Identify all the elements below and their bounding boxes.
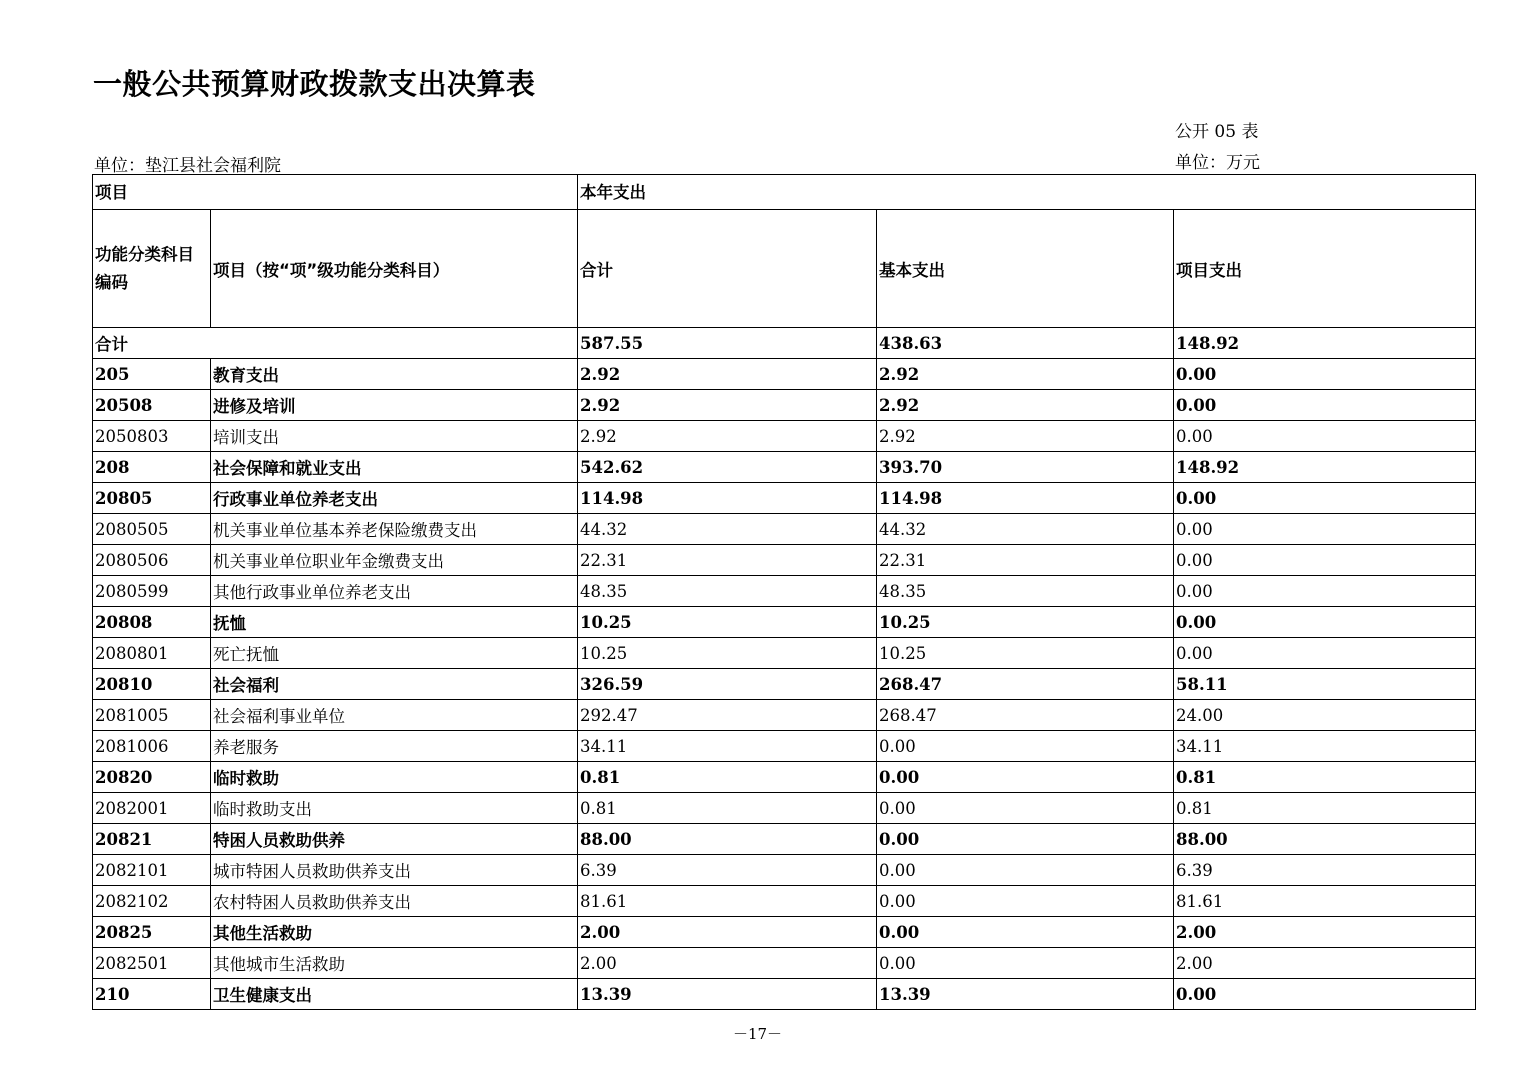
expenditure-table bbox=[92, 174, 1476, 1010]
row-total: 13.39 bbox=[578, 979, 877, 1010]
row-total: 0.81 bbox=[578, 762, 877, 793]
table-row bbox=[93, 514, 1476, 545]
table-row bbox=[93, 390, 1476, 421]
row-basic: 268.47 bbox=[877, 669, 1174, 700]
row-basic: 2.92 bbox=[877, 390, 1174, 421]
row-basic: 0.00 bbox=[877, 762, 1174, 793]
row-project: 0.81 bbox=[1174, 793, 1476, 824]
row-name: 农村特困人员救助供养支出 bbox=[211, 886, 578, 917]
row-name: 培训支出 bbox=[211, 421, 578, 452]
total-row bbox=[93, 328, 1476, 359]
row-total: 2.00 bbox=[578, 948, 877, 979]
header-basic: 基本支出 bbox=[877, 210, 1174, 328]
row-project: 34.11 bbox=[1174, 731, 1476, 762]
header-project-expenditure: 项目支出 bbox=[1174, 210, 1476, 328]
row-total: 2.00 bbox=[578, 917, 877, 948]
row-project: 88.00 bbox=[1174, 824, 1476, 855]
row-basic: 2.92 bbox=[877, 359, 1174, 390]
table-row bbox=[93, 886, 1476, 917]
row-basic: 10.25 bbox=[877, 638, 1174, 669]
row-total: 48.35 bbox=[578, 576, 877, 607]
row-code: 20805 bbox=[93, 483, 211, 514]
row-code: 208 bbox=[93, 452, 211, 483]
row-project: 148.92 bbox=[1174, 452, 1476, 483]
row-basic: 10.25 bbox=[877, 607, 1174, 638]
row-code: 2080506 bbox=[93, 545, 211, 576]
row-project: 0.81 bbox=[1174, 762, 1476, 793]
header-row-1 bbox=[93, 175, 1476, 210]
row-basic: 44.32 bbox=[877, 514, 1174, 545]
row-total: 10.25 bbox=[578, 638, 877, 669]
row-code: 2080801 bbox=[93, 638, 211, 669]
row-name: 社会福利事业单位 bbox=[211, 700, 578, 731]
table-row bbox=[93, 917, 1476, 948]
row-basic: 0.00 bbox=[877, 855, 1174, 886]
row-basic: 0.00 bbox=[877, 793, 1174, 824]
row-code: 2082501 bbox=[93, 948, 211, 979]
row-project: 81.61 bbox=[1174, 886, 1476, 917]
table-row bbox=[93, 700, 1476, 731]
row-code: 210 bbox=[93, 979, 211, 1010]
row-project: 0.00 bbox=[1174, 359, 1476, 390]
row-basic: 48.35 bbox=[877, 576, 1174, 607]
header-total: 合计 bbox=[578, 210, 877, 328]
row-basic: 268.47 bbox=[877, 700, 1174, 731]
row-name: 死亡抚恤 bbox=[211, 638, 578, 669]
row-total: 2.92 bbox=[578, 390, 877, 421]
row-code: 20808 bbox=[93, 607, 211, 638]
row-total: 88.00 bbox=[578, 824, 877, 855]
row-total: 114.98 bbox=[578, 483, 877, 514]
row-total: 292.47 bbox=[578, 700, 877, 731]
row-total: 0.81 bbox=[578, 793, 877, 824]
row-total: 2.92 bbox=[578, 359, 877, 390]
row-name: 抚恤 bbox=[211, 607, 578, 638]
total-basic: 438.63 bbox=[877, 328, 1174, 359]
row-name: 行政事业单位养老支出 bbox=[211, 483, 578, 514]
row-total: 6.39 bbox=[578, 855, 877, 886]
table-row bbox=[93, 824, 1476, 855]
table-row bbox=[93, 483, 1476, 514]
row-project: 0.00 bbox=[1174, 390, 1476, 421]
row-code: 20821 bbox=[93, 824, 211, 855]
row-basic: 0.00 bbox=[877, 731, 1174, 762]
row-name: 其他行政事业单位养老支出 bbox=[211, 576, 578, 607]
row-basic: 0.00 bbox=[877, 948, 1174, 979]
row-basic: 22.31 bbox=[877, 545, 1174, 576]
row-basic: 114.98 bbox=[877, 483, 1174, 514]
row-name: 机关事业单位职业年金缴费支出 bbox=[211, 545, 578, 576]
table-row bbox=[93, 421, 1476, 452]
unit-organization: 单位：垫江县社会福利院 bbox=[94, 156, 281, 176]
row-code: 20820 bbox=[93, 762, 211, 793]
table-row bbox=[93, 359, 1476, 390]
table-row bbox=[93, 979, 1476, 1010]
row-project: 58.11 bbox=[1174, 669, 1476, 700]
row-project: 2.00 bbox=[1174, 917, 1476, 948]
row-project: 0.00 bbox=[1174, 576, 1476, 607]
row-project: 0.00 bbox=[1174, 514, 1476, 545]
form-number: 公开 05 表 bbox=[1175, 122, 1259, 142]
table-row bbox=[93, 576, 1476, 607]
row-project: 0.00 bbox=[1174, 545, 1476, 576]
row-project: 6.39 bbox=[1174, 855, 1476, 886]
row-total: 81.61 bbox=[578, 886, 877, 917]
header-project: 项目 bbox=[93, 175, 578, 210]
row-project: 0.00 bbox=[1174, 483, 1476, 514]
row-code: 2050803 bbox=[93, 421, 211, 452]
row-name: 社会保障和就业支出 bbox=[211, 452, 578, 483]
row-name: 临时救助支出 bbox=[211, 793, 578, 824]
row-total: 10.25 bbox=[578, 607, 877, 638]
table-row bbox=[93, 855, 1476, 886]
row-name: 教育支出 bbox=[211, 359, 578, 390]
row-basic: 2.92 bbox=[877, 421, 1174, 452]
row-name: 社会福利 bbox=[211, 669, 578, 700]
table-row bbox=[93, 948, 1476, 979]
row-total: 44.32 bbox=[578, 514, 877, 545]
row-code: 2080599 bbox=[93, 576, 211, 607]
row-code: 2082102 bbox=[93, 886, 211, 917]
row-code: 2082001 bbox=[93, 793, 211, 824]
table-row bbox=[93, 669, 1476, 700]
total-label: 合计 bbox=[93, 328, 578, 359]
row-project: 24.00 bbox=[1174, 700, 1476, 731]
row-code: 20810 bbox=[93, 669, 211, 700]
row-name: 进修及培训 bbox=[211, 390, 578, 421]
row-code: 2081006 bbox=[93, 731, 211, 762]
row-name: 临时救助 bbox=[211, 762, 578, 793]
page-title: 一般公共预算财政拨款支出决算表 bbox=[93, 67, 536, 101]
row-name: 其他生活救助 bbox=[211, 917, 578, 948]
row-basic: 0.00 bbox=[877, 824, 1174, 855]
row-name: 卫生健康支出 bbox=[211, 979, 578, 1010]
table-row bbox=[93, 762, 1476, 793]
row-basic: 0.00 bbox=[877, 917, 1174, 948]
table-row bbox=[93, 793, 1476, 824]
row-total: 34.11 bbox=[578, 731, 877, 762]
row-basic: 0.00 bbox=[877, 886, 1174, 917]
table-row bbox=[93, 452, 1476, 483]
row-total: 542.62 bbox=[578, 452, 877, 483]
unit-currency: 单位：万元 bbox=[1175, 153, 1260, 173]
header-name: 项目（按“项”级功能分类科目） bbox=[211, 210, 578, 328]
page-number: －17－ bbox=[732, 1025, 783, 1043]
row-project: 0.00 bbox=[1174, 638, 1476, 669]
row-total: 2.92 bbox=[578, 421, 877, 452]
row-name: 其他城市生活救助 bbox=[211, 948, 578, 979]
row-basic: 393.70 bbox=[877, 452, 1174, 483]
table-row bbox=[93, 731, 1476, 762]
header-row-2 bbox=[93, 210, 1476, 328]
row-total: 22.31 bbox=[578, 545, 877, 576]
row-total: 326.59 bbox=[578, 669, 877, 700]
table-row bbox=[93, 607, 1476, 638]
row-name: 特困人员救助供养 bbox=[211, 824, 578, 855]
row-project: 0.00 bbox=[1174, 607, 1476, 638]
row-code: 2080505 bbox=[93, 514, 211, 545]
total-project: 148.92 bbox=[1174, 328, 1476, 359]
row-code: 2082101 bbox=[93, 855, 211, 886]
header-current-year: 本年支出 bbox=[578, 175, 1476, 210]
row-name: 机关事业单位基本养老保险缴费支出 bbox=[211, 514, 578, 545]
table-row bbox=[93, 545, 1476, 576]
row-code: 20825 bbox=[93, 917, 211, 948]
row-code: 205 bbox=[93, 359, 211, 390]
row-basic: 13.39 bbox=[877, 979, 1174, 1010]
row-project: 0.00 bbox=[1174, 421, 1476, 452]
row-name: 养老服务 bbox=[211, 731, 578, 762]
row-code: 20508 bbox=[93, 390, 211, 421]
header-code: 功能分类科目编码 bbox=[93, 210, 211, 328]
row-project: 0.00 bbox=[1174, 979, 1476, 1010]
row-name: 城市特困人员救助供养支出 bbox=[211, 855, 578, 886]
table-row bbox=[93, 638, 1476, 669]
row-project: 2.00 bbox=[1174, 948, 1476, 979]
row-code: 2081005 bbox=[93, 700, 211, 731]
total-amount: 587.55 bbox=[578, 328, 877, 359]
